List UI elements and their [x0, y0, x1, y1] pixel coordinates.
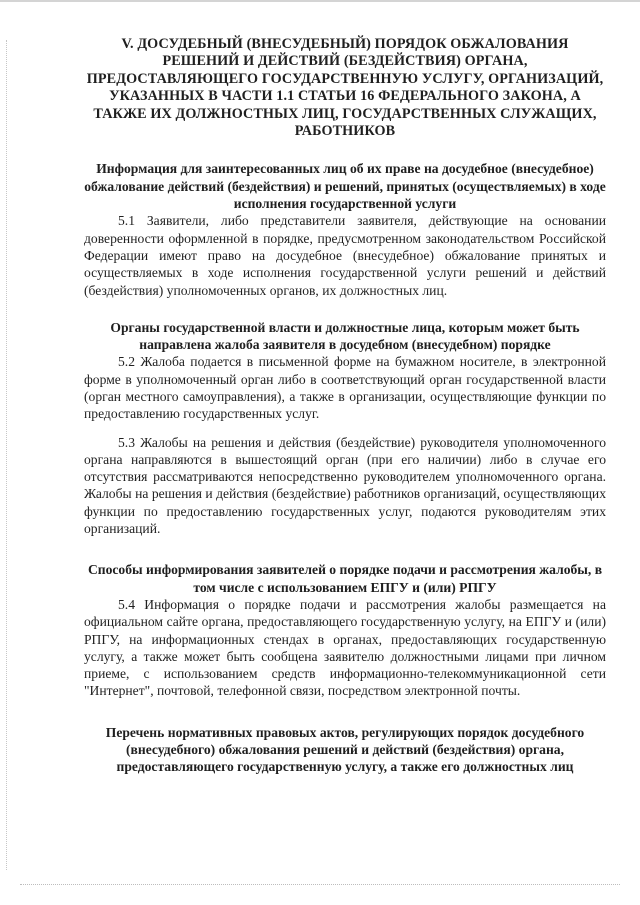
scan-edge-left	[6, 40, 8, 870]
paragraph-5-4: 5.4 Информация о порядке подачи и рассмотрения жалобы размещается на официальном сайте органа, предоставляющего государственную услугу, на ЕПГУ и (или) РПГУ, на информационных стендах в органах, предоставляющих государственную услугу, а также может быть сообщена заявителю должностными лицами при личном приеме, с использованием средств информационно-телекоммуникационной сети "Интернет", почтовой, телефонной связи, посредством электронной почты.	[84, 596, 606, 699]
section-4	[84, 724, 606, 776]
section-1	[84, 160, 606, 298]
section-heading: Органы государственной власти и должностные лица, которым может быть направлена жалоба заявителя в досудебном (внесудебном) порядке	[110, 319, 580, 353]
section-heading: Информация для заинтересованных лиц об их праве на досудебное (внесудебное) обжалование действий (бездействия) и решений, принятых (осуществляемых) в ходе исполнения государственной услуги	[84, 161, 606, 212]
paragraph-5-2: 5.2 Жалоба подается в письменной форме на бумажном носителе, в электронной форме в уполномоченный орган либо в соответствующий орган государственной власти (орган местного самоуправления), а также в организации, осуществляющие функции по предоставлению государственных услуг.	[84, 354, 606, 422]
paragraph-5-1: 5.1 Заявители, либо представители заявителя, действующие на основании доверенности оформленной в порядке, предусмотренном законодательством Российской Федерации имеют право на досудебное (внесудебное) обжалование принятых и осуществляемых в ходе исполнения государственной услуги решений и действий (бездействия) уполномоченных органов, их должностных лиц.	[84, 213, 606, 298]
chapter-title: V. ДОСУДЕБНЫЙ (ВНЕСУДЕБНЫЙ) ПОРЯДОК ОБЖАЛОВАНИЯ РЕШЕНИЙ И ДЕЙСТВИЙ (БЕЗДЕЙСТВИЯ) ОРГАНА, ПРЕДОСТАВЛЯЮЩЕГО ГОСУДАРСТВЕННУЮ УСЛУГУ, ОРГАНИЗАЦИЙ, УКАЗАННЫХ В ЧАСТИ 1.1 СТАТЬИ 16 ФЕДЕРАЛЬНОГО ЗАКОНА, А ТАКЖЕ ИХ ДОЛЖНОСТНЫХ ЛИЦ, ГОСУДАРСТВЕННЫХ СЛУЖАЩИХ, РАБОТНИКОВ	[86, 36, 604, 140]
section-heading: Перечень нормативных правовых актов, регулирующих порядок досудебного (внесудебного) обжалования решений и действий (бездействия) органа, предоставляющего государственную услугу, а также его должностных лиц	[105, 724, 585, 775]
document-page	[84, 36, 606, 776]
section-2	[84, 319, 606, 538]
section-heading: Способы информирования заявителей о порядке подачи и рассмотрения жалобы, в том числе с использованием ЕПГУ и (или) РПГУ	[87, 562, 603, 595]
scan-edge-bottom	[20, 884, 620, 886]
scan-edge-top	[0, 0, 640, 2]
paragraph-5-3: 5.3 Жалобы на решения и действия (бездействие) руководителя уполномоченного органа направляются в вышестоящий орган (при его наличии) либо в случае его отсутствия рассматриваются непосредственно руководителем уполномоченного органа. Жалобы на решения и действия (бездействие) работников организаций, осуществляющих функции по предоставлению государственных услуг, подаются руководителям этих организаций.	[84, 434, 606, 537]
section-3	[84, 561, 606, 699]
